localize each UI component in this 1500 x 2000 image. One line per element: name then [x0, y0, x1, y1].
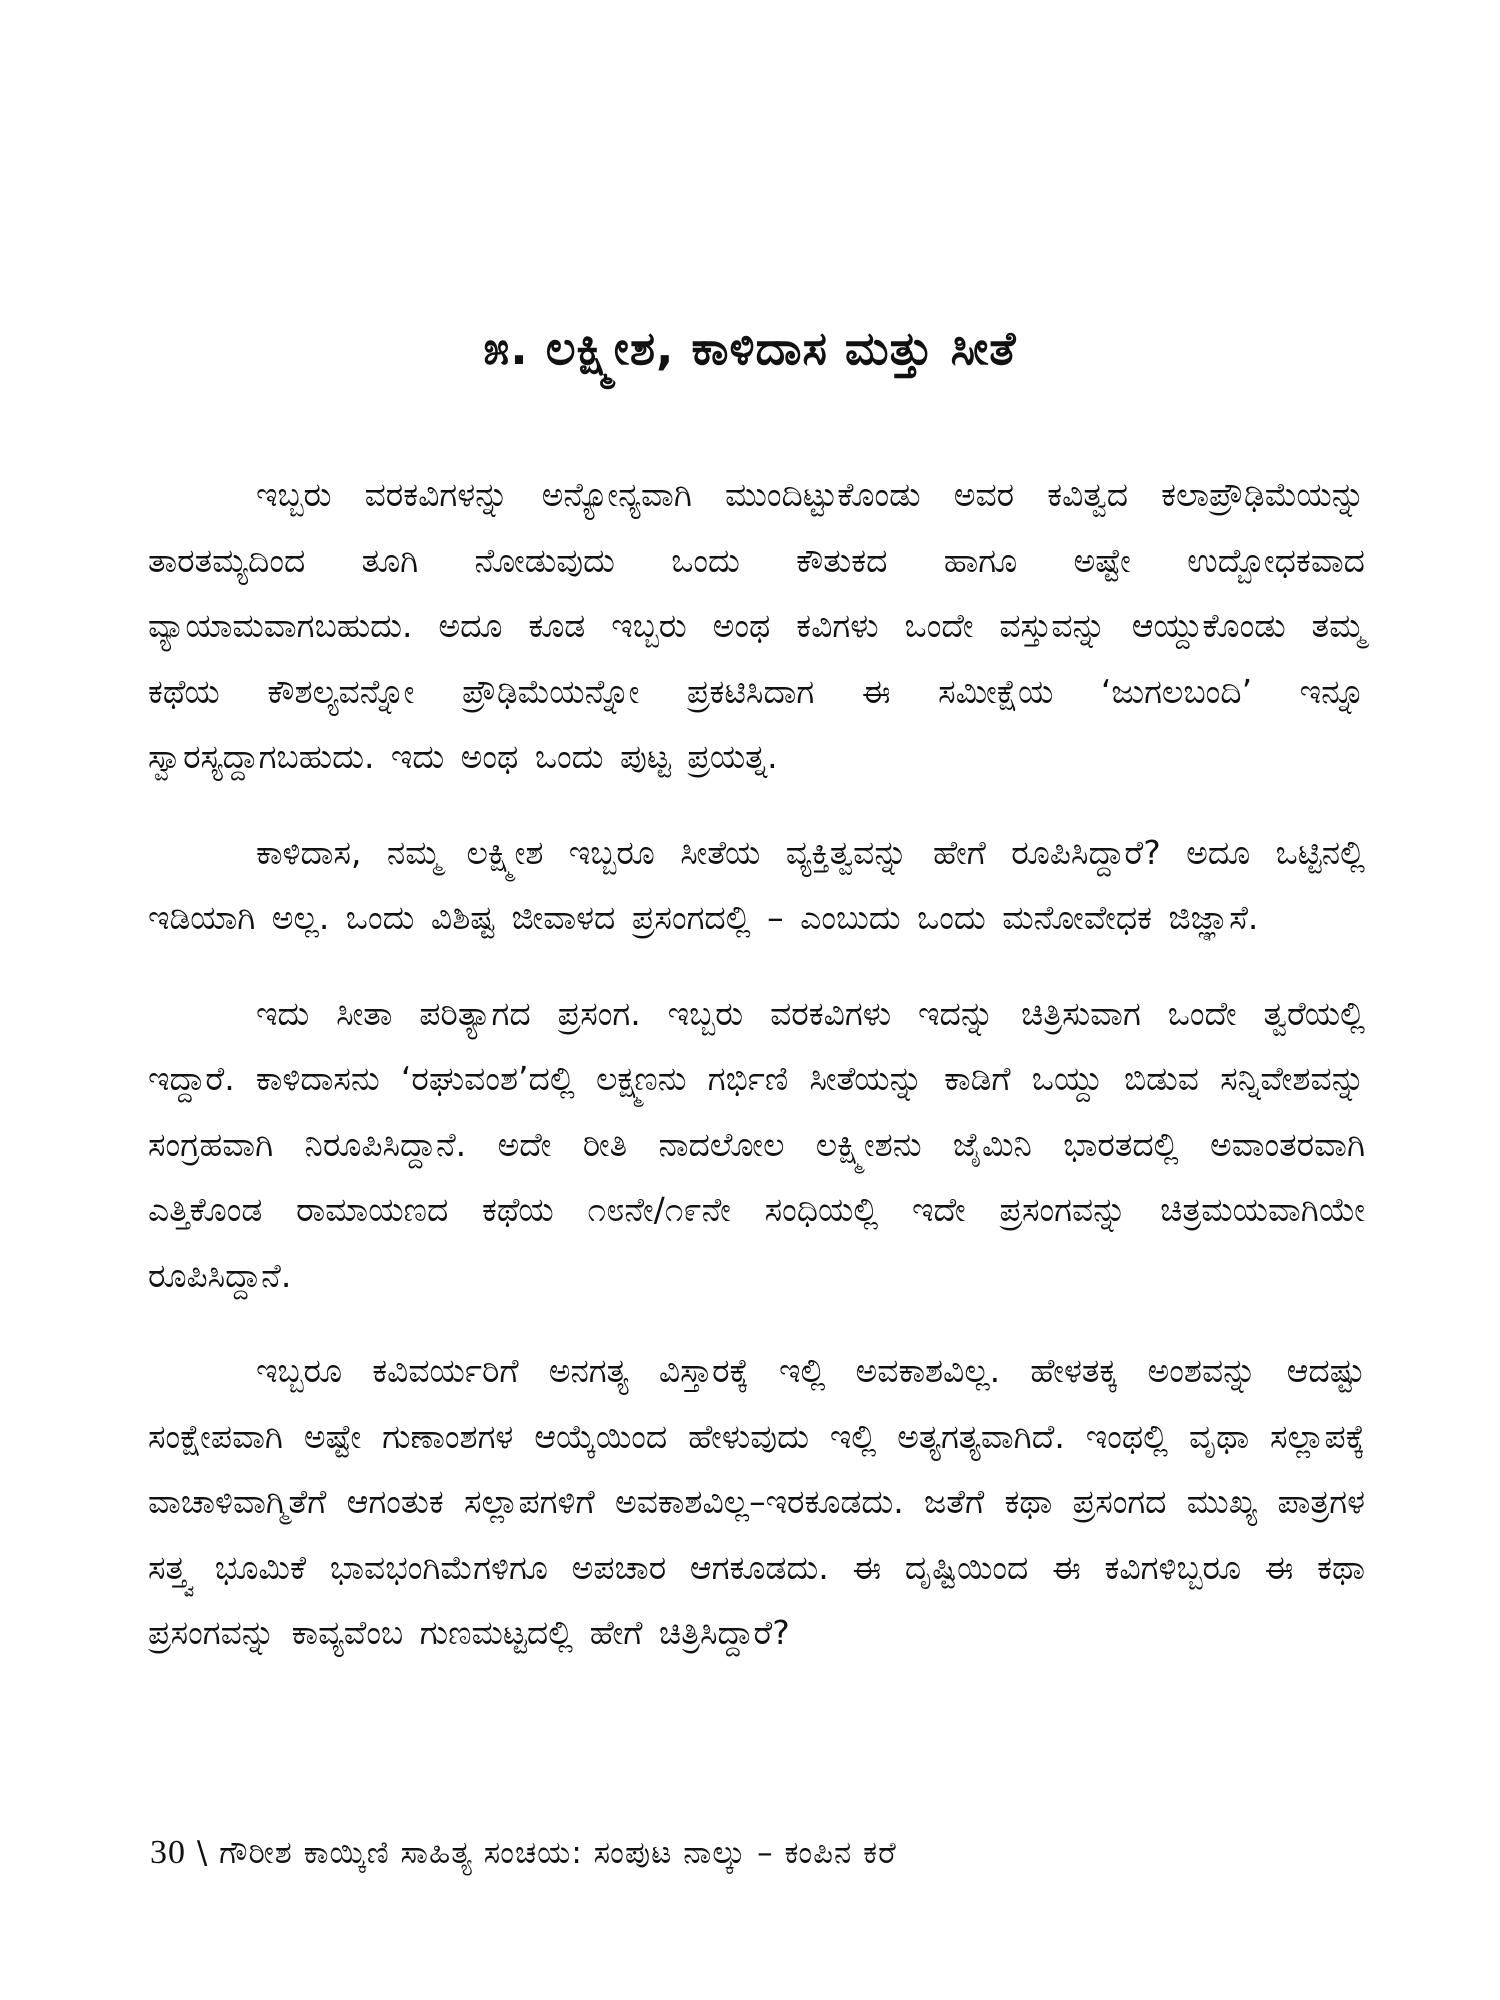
chapter-title: ೫. ಲಕ್ಷ್ಮೀಶ, ಕಾಳಿದಾಸ ಮತ್ತು ಸೀತೆ	[483, 321, 1017, 375]
paragraph-2: ಕಾಳಿದಾಸ, ನಮ್ಮ ಲಕ್ಷ್ಮೀಶ ಇಬ್ಬರೂ ಸೀತೆಯ ವ್ಯಕ್ತಿತ್ವವನ್ನು ಹೇಗೆ ರೂಪಿಸಿದ್ದಾರೆ? ಅದೂ ಒಟ್ಟಿನಲ್ಲಿ ಇಡಿಯಾಗಿ ಅಲ್ಲ. ಒಂದು ವಿಶಿಷ್ಟ ಜೀವಾಳದ ಪ್ರಸಂಗದಲ್ಲಿ – ಎಂಬುದು ಒಂದು ಮನೋವೇಧಕ ಜಿಜ್ಞಾಸೆ.	[148, 832, 1365, 937]
footer-separator: \	[196, 1835, 209, 1871]
running-title: ಗೌರೀಶ ಕಾಯ್ಕಿಣಿ ಸಾಹಿತ್ಯ ಸಂಚಯ: ಸಂಪುಟ ನಾಲ್ಕು – ಕಂಪಿನ ಕರೆ	[219, 1835, 897, 1871]
body-text	[148, 462, 1365, 1696]
paragraph-1: ಇಬ್ಬರು ವರಕವಿಗಳನ್ನು ಅನ್ಯೋನ್ಯವಾಗಿ ಮುಂದಿಟ್ಟುಕೊಂಡು ಅವರ ಕವಿತ್ವದ ಕಲಾಪ್ರೌಢಿಮೆಯನ್ನು ತಾರತಮ್ಯದಿಂದ ತೂಗಿ ನೋಡುವುದು ಒಂದು ಕೌತುಕದ ಹಾಗೂ ಅಷ್ಟೇ ಉದ್ಬೋಧಕವಾದ ವ್ಯಾಯಾಮವಾಗಬಹುದು. ಅದೂ ಕೂಡ ಇಬ್ಬರು ಅಂಥ ಕವಿಗಳು ಒಂದೇ ವಸ್ತುವನ್ನು ಆಯ್ದುಕೊಂಡು ತಮ್ಮ ಕಥೆಯ ಕೌಶಲ್ಯವನ್ನೋ ಪ್ರೌಢಿಮೆಯನ್ನೋ ಪ್ರಕಟಿಸಿದಾಗ ಈ ಸಮೀಕ್ಷೆಯ ‘ಜುಗಲಬಂದಿ’ ಇನ್ನೂ ಸ್ವಾರಸ್ಯದ್ದಾಗಬಹುದು. ಇದು ಅಂಥ ಒಂದು ಪುಟ್ಟ ಪ್ರಯತ್ನ.	[148, 475, 1365, 776]
page-number: 30	[150, 1834, 186, 1871]
page-footer	[150, 1832, 897, 1874]
paragraph-3: ಇದು ಸೀತಾ ಪರಿತ್ಯಾಗದ ಪ್ರಸಂಗ. ಇಬ್ಬರು ವರಕವಿಗಳು ಇದನ್ನು ಚಿತ್ರಿಸುವಾಗ ಒಂದೇ ತ್ವರೆಯಲ್ಲಿ ಇದ್ದಾರೆ. ಕಾಳಿದಾಸನು ‘ರಘುವಂಶ’ದಲ್ಲಿ ಲಕ್ಷ್ಮಣನು ಗರ್ಭಿಣಿ ಸೀತೆಯನ್ನು ಕಾಡಿಗೆ ಒಯ್ದು ಬಿಡುವ ಸನ್ನಿವೇಶವನ್ನು ಸಂಗ್ರಹವಾಗಿ ನಿರೂಪಿಸಿದ್ದಾನೆ. ಅದೇ ರೀತಿ ನಾದಲೋಲ ಲಕ್ಷ್ಮೀಶನು ಜೈಮಿನಿ ಭಾರತದಲ್ಲಿ ಅವಾಂತರವಾಗಿ ಎತ್ತಿಕೊಂಡ ರಾಮಾಯಣದ ಕಥೆಯ ೧೮ನೇ/೧೯ನೇ ಸಂಧಿಯಲ್ಲಿ ಇದೇ ಪ್ರಸಂಗವನ್ನು ಚಿತ್ರಮಯವಾಗಿಯೇ ರೂಪಿಸಿದ್ದಾನೆ.	[148, 993, 1365, 1295]
paragraph-4: ಇಬ್ಬರೂ ಕವಿವರ್ಯರಿಗೆ ಅನಗತ್ಯ ವಿಸ್ತಾರಕ್ಕೆ ಇಲ್ಲಿ ಅವಕಾಶವಿಲ್ಲ. ಹೇಳತಕ್ಕ ಅಂಶವನ್ನು ಆದಷ್ಟು ಸಂಕ್ಷೇಪವಾಗಿ ಅಷ್ಟೇ ಗುಣಾಂಶಗಳ ಆಯ್ಕೆಯಿಂದ ಹೇಳುವುದು ಇಲ್ಲಿ ಅತ್ಯಗತ್ಯವಾಗಿದೆ. ಇಂಥಲ್ಲಿ ವೃಥಾ ಸಲ್ಲಾಪಕ್ಕೆ ವಾಚಾಳಿವಾಗ್ಮಿತೆಗೆ ಆಗಂತುಕ ಸಲ್ಲಾಪಗಳಿಗೆ ಅವಕಾಶವಿಲ್ಲ–ಇರಕೂಡದು. ಜತೆಗೆ ಕಥಾ ಪ್ರಸಂಗದ ಮುಖ್ಯ ಪಾತ್ರಗಳ ಸತ್ತ್ವ ಭೂಮಿಕೆ ಭಾವಭಂಗಿಮೆಗಳಿಗೂ ಅಪಚಾರ ಆಗಕೂಡದು. ಈ ದೃಷ್ಟಿಯಿಂದ ಈ ಕವಿಗಳಿಬ್ಬರೂ ಈ ಕಥಾ ಪ್ರಸಂಗವನ್ನು ಕಾವ್ಯವೆಂಬ ಗುಣಮಟ್ಟದಲ್ಲಿ ಹೇಗೆ ಚಿತ್ರಿಸಿದ್ದಾರೆ?	[148, 1351, 1365, 1652]
